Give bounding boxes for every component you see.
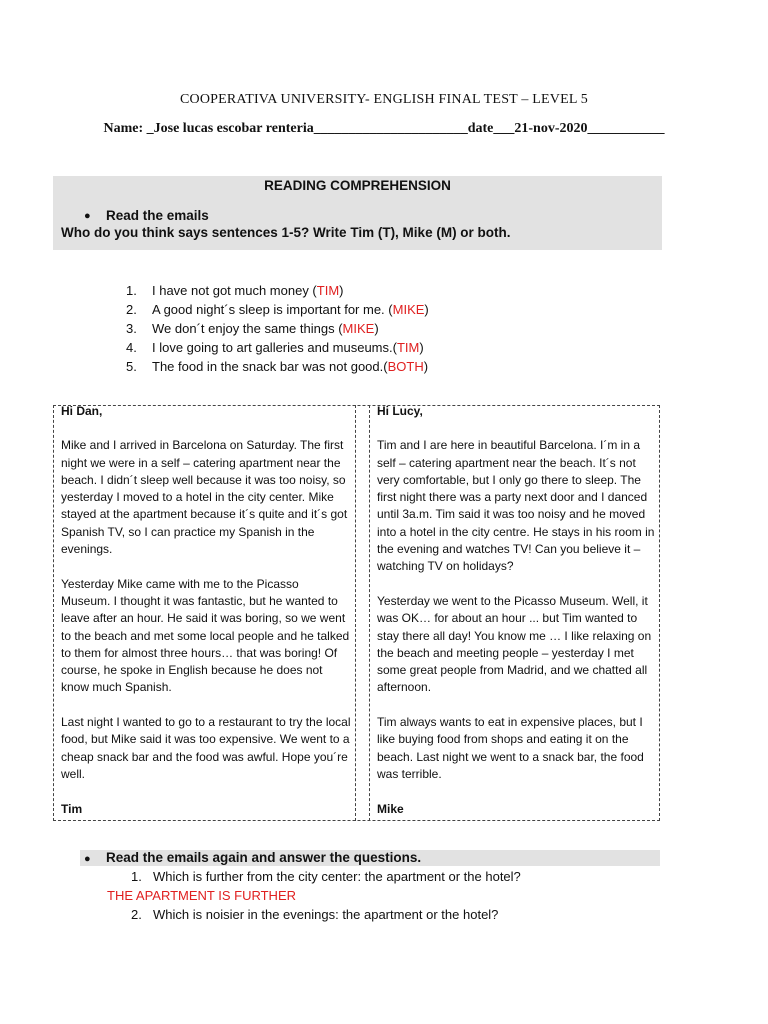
answer-text: MIKE [392,302,425,317]
email-tim [61,403,351,818]
email-greeting: Hi Dan, [61,404,103,418]
column-divider [369,405,370,821]
item-number: 1. [126,283,137,298]
answer-text: BOTH [387,359,424,374]
question-text: Which is further from the city center: the apartment or the hotel? [153,869,521,884]
part2-instruction: Read the emails again and answer the questions. [106,850,422,865]
list-item [126,300,429,319]
email-paragraph: Mike and I arrived in Barcelona on Saturday. The first night we were in a self – catering apartment near the beach. I didn´t sleep well because it was too noisy, so yesterday I moved to a hotel in the city center. Mike stayed at the apartment because it´s quite and it´s got Spanish TV, so I can practice my Spanish in the evenings. [61,438,348,557]
email-paragraph: Tim always wants to eat in expensive places, but I like buying food from shops and eating it on the beach. Last night we went to a snack bar, the food was terrible. [377,715,644,781]
answer-text: TIM [396,340,420,355]
item-text: A good night´s sleep is important for me. (MIKE) [152,302,429,317]
email-signature: Mike [377,802,404,816]
item-text: I love going to art galleries and museums.(TIM) [152,340,424,355]
bullet-icon: ● [84,210,91,222]
sentence-list [126,281,429,376]
item-number: 4. [126,340,137,355]
instruction-bullet: Read the emails [106,208,209,223]
bullet-icon: ● [84,853,91,865]
answer-text: THE APARTMENT IS FURTHER [107,888,297,903]
list-item [126,319,429,338]
question-number: 1. [131,869,142,884]
question-number: 2. [131,907,142,922]
item-text: The food in the snack bar was not good.(BOTH) [152,359,429,374]
email-signature: Tim [61,802,83,816]
instruction-text: Who do you think says sentences 1-5? Write Tim (T), Mike (M) or both. [61,225,511,240]
item-text: I have not got much money (TIM) [152,283,344,298]
list-item [126,338,429,357]
email-paragraph: Yesterday we went to the Picasso Museum. Well, it was OK… for about an hour ... but Tim wanted to stay there all day! You know me … I like relaxing on the beach and meeting people – yesterday I met some great people from Madrid, and we chatted all afternoon. [377,593,652,695]
list-item [126,357,429,376]
item-text: We don´t enjoy the same things (MIKE) [152,321,379,336]
section-heading: READING COMPREHENSION [264,178,451,193]
question-text: Which is noisier in the evenings: the apartment or the hotel? [153,907,499,922]
page-title: COOPERATIVA UNIVERSITY- ENGLISH FINAL TEST – LEVEL 5 [180,92,588,107]
item-number: 3. [126,321,137,336]
answer-text: MIKE [342,321,375,336]
item-number: 2. [126,302,137,317]
answer-text: TIM [316,283,340,298]
email-mike [377,403,655,818]
email-paragraph: Tim and I are here in beautiful Barcelona. I´m in a self – catering apartment near the beach. It´s not very comfortable, but I only go there to sleep. The first night there was a party next door and I danced until 3a.m. Tim said it was too noisy and he moved into a hotel in the city centre. He stays in his room in the evening and watches TV! Can you believe it – watching TV on holidays? [377,438,655,574]
email-greeting: Hi Lucy, [377,404,423,418]
column-divider [355,405,356,821]
student-name-date-line: Name: _Jose lucas escobar renteria______________________date___21-nov-2020___________ [103,121,665,136]
list-item [126,281,429,300]
email-paragraph: Yesterday Mike came with me to the Picasso Museum. I thought it was fantastic, but he wanted to leave after an hour. He said it was boring, so we went to the beach and met some local people and he talked to them for almost three hours… that was boring! Of course, he spoke in English because he does not know much Spanish. [61,576,350,695]
email-paragraph: Last night I wanted to go to a restaurant to try the local food, but Mike said it was too expensive. We went to a cheap snack bar and the food was awful. Hope you´re well. [61,715,351,781]
item-number: 5. [126,359,137,374]
